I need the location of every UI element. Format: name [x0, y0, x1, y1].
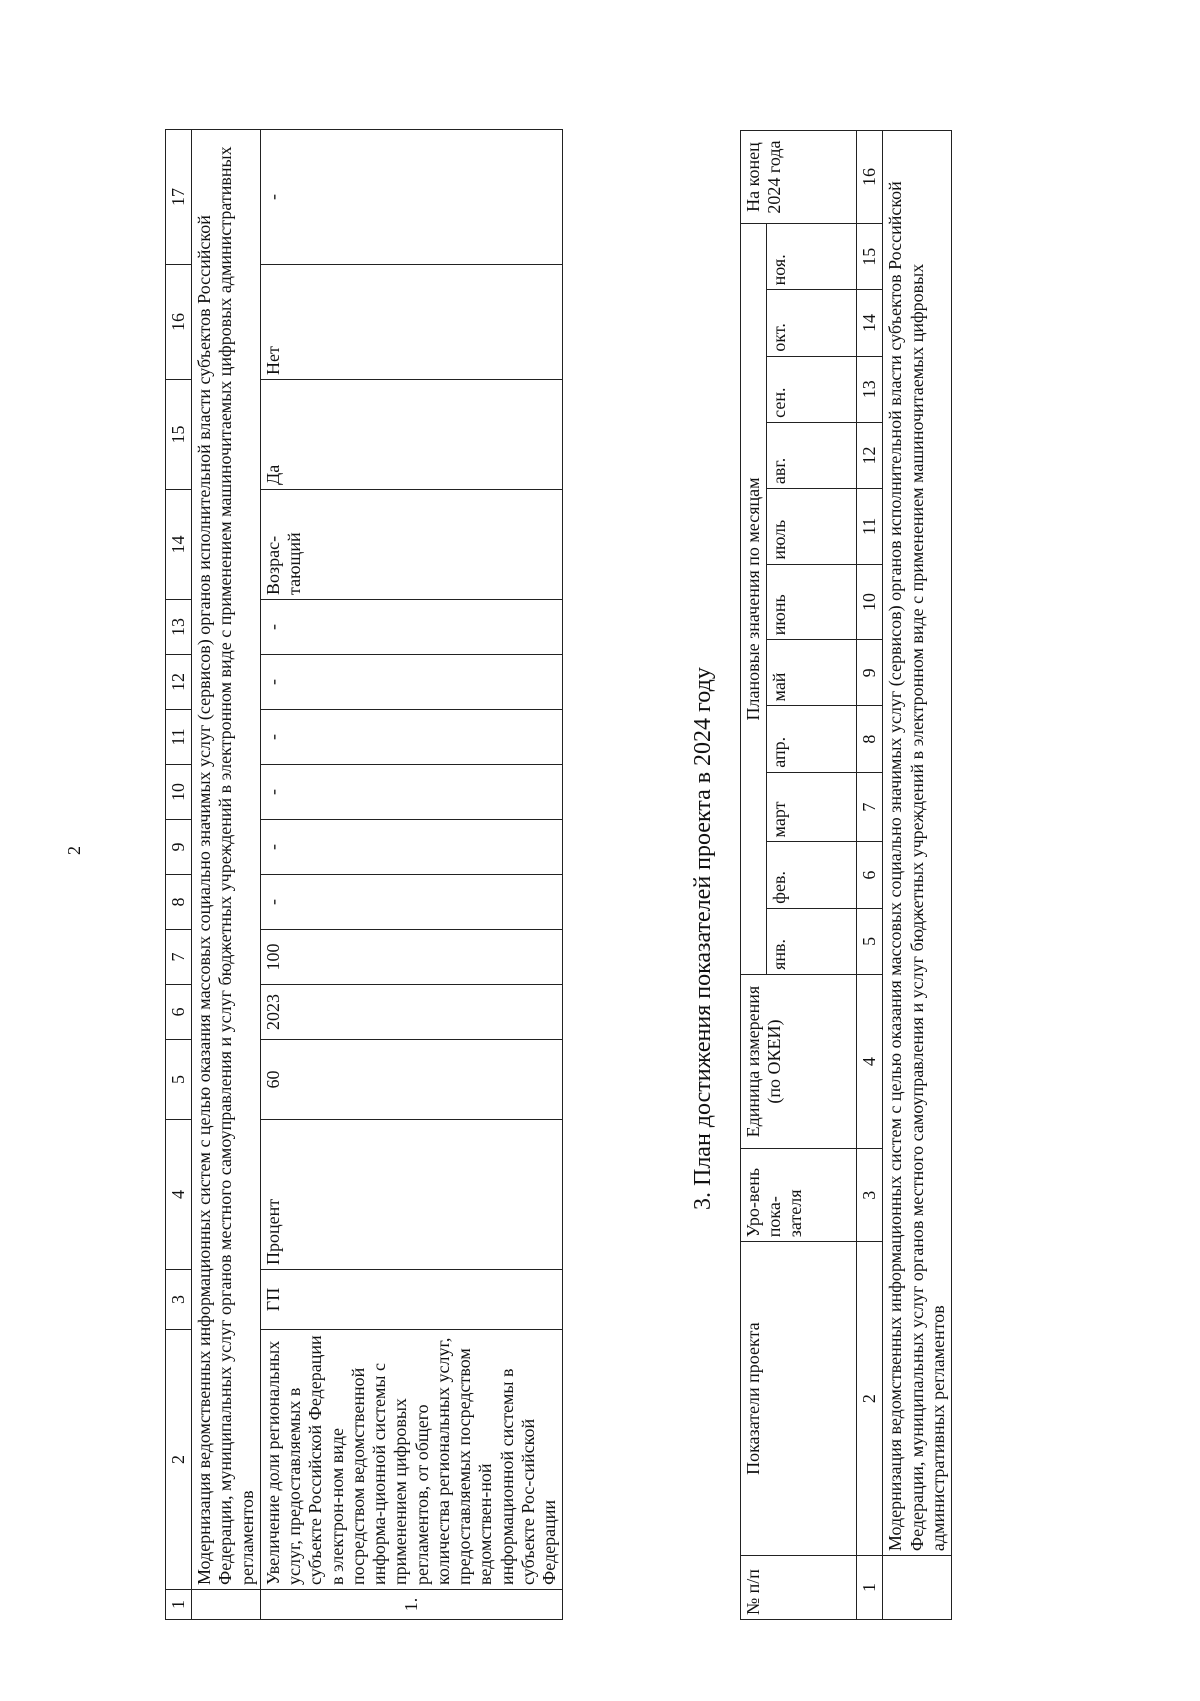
value-c10: - — [260, 765, 562, 820]
col-number: 7 — [166, 930, 192, 985]
indicator-name: Увеличение доли региональных услуг, предоставляемых в субъекте Российской Федерации в электрон-ном виде посредством ведомственной информа-ционной системы с применением цифровых регламентов, от общего количества региональных услуг, предоставляемых посредством ведомствен-ной информационной системы в субъекте Рос-сийской Федерации — [260, 1330, 562, 1590]
header-end-of-year: На конец 2024 года — [741, 131, 857, 224]
col-number: 2 — [166, 1330, 192, 1590]
col-number: 4 — [857, 974, 883, 1148]
col-number: 11 — [166, 710, 192, 765]
col-number: 4 — [166, 1120, 192, 1270]
indicator-level: ГП — [260, 1270, 562, 1330]
value-c15: Да — [260, 380, 562, 490]
value-c13: - — [260, 600, 562, 655]
table1-block — [165, 129, 563, 1620]
col-number: 2 — [857, 1242, 883, 1556]
value-c17: - — [260, 130, 562, 265]
col-number: 5 — [857, 908, 883, 974]
month-sep: сен. — [767, 356, 857, 422]
value-c6: 2023 — [260, 985, 562, 1040]
value-c11: - — [260, 710, 562, 765]
col-number: 12 — [857, 422, 883, 488]
header-num: № п/п — [741, 1556, 857, 1620]
col-number: 1 — [857, 1556, 883, 1620]
col-number: 13 — [166, 600, 192, 655]
col-number: 9 — [857, 640, 883, 706]
table-row — [260, 130, 562, 1620]
col-number: 17 — [166, 130, 192, 265]
value-c12: - — [260, 655, 562, 710]
header-indicator: Показатели проекта — [741, 1242, 857, 1556]
section-description: Модернизация ведомственных информационных систем с целью оказания массовых социально значимых услуг (сервисов) органов исполнительной власти субъектов Российской Федерации, муниципальных услуг органов местного самоуправления и услуг бюджетных учреждений в электронном виде с применением машиночитаемых цифровых административных регламентов — [192, 130, 261, 1590]
col-number: 1 — [166, 1590, 192, 1620]
month-apr: апр. — [767, 706, 857, 772]
col-number: 3 — [857, 1149, 883, 1242]
header-unit: Единица измерения (по ОКЕИ) — [741, 974, 857, 1148]
row-number: 1. — [260, 1590, 562, 1620]
col-number: 10 — [166, 765, 192, 820]
col-number: 11 — [857, 489, 883, 565]
month-jun: июнь — [767, 564, 857, 640]
header-plan: Плановые значения по месяцам — [741, 224, 767, 975]
table2-block — [740, 130, 952, 1620]
value-c7: 100 — [260, 930, 562, 985]
table2-section-row — [883, 131, 952, 1620]
table2-header-row — [741, 131, 767, 1620]
col-number: 6 — [857, 842, 883, 908]
col-number: 8 — [166, 875, 192, 930]
month-nov: ноя. — [767, 224, 857, 290]
col-number: 13 — [857, 356, 883, 422]
month-feb: фев. — [767, 842, 857, 908]
month-oct: окт. — [767, 290, 857, 356]
col-number: 16 — [166, 265, 192, 380]
col-number: 16 — [857, 131, 883, 224]
col-number: 6 — [166, 985, 192, 1040]
col-number: 7 — [857, 772, 883, 842]
month-mar: март — [767, 772, 857, 842]
indicators-table — [165, 129, 563, 1620]
month-aug: авг. — [767, 422, 857, 488]
header-level: Уро-вень пока-зателя — [741, 1149, 857, 1242]
page-number: 2 — [64, 846, 84, 855]
section-description: Модернизация ведомственных информационных систем с целью оказания массовых социально значимых услуг (сервисов) органов исполнительной власти субъектов Российской Федерации, муниципальных услуг органов местного самоуправления и услуг бюджетных учреждений в электронном виде с применением машиночитаемых цифровых административных регламентов — [883, 131, 952, 1556]
col-number: 14 — [857, 290, 883, 356]
month-may: май — [767, 640, 857, 706]
plan-table — [740, 130, 952, 1620]
col-number: 15 — [857, 224, 883, 290]
month-jul: июль — [767, 489, 857, 565]
value-c9: - — [260, 820, 562, 875]
col-number: 5 — [166, 1040, 192, 1120]
table2-colnum-row — [857, 131, 883, 1620]
col-number: 12 — [166, 655, 192, 710]
table1-header-row — [166, 130, 192, 1620]
col-number: 8 — [857, 706, 883, 772]
col-number: 15 — [166, 380, 192, 490]
value-c8: - — [260, 875, 562, 930]
value-c16: Нет — [260, 265, 562, 380]
col-number: 3 — [166, 1270, 192, 1330]
month-jan: янв. — [767, 908, 857, 974]
value-c5: 60 — [260, 1040, 562, 1120]
col-number: 10 — [857, 564, 883, 640]
table1-section-row — [192, 130, 261, 1620]
section-title: 3. План достижения показателей проекта в 2024 году — [690, 667, 716, 1210]
col-number: 9 — [166, 820, 192, 875]
col-number: 14 — [166, 490, 192, 600]
indicator-unit: Процент — [260, 1120, 562, 1270]
value-c14: Возрас-тающий — [260, 490, 562, 600]
